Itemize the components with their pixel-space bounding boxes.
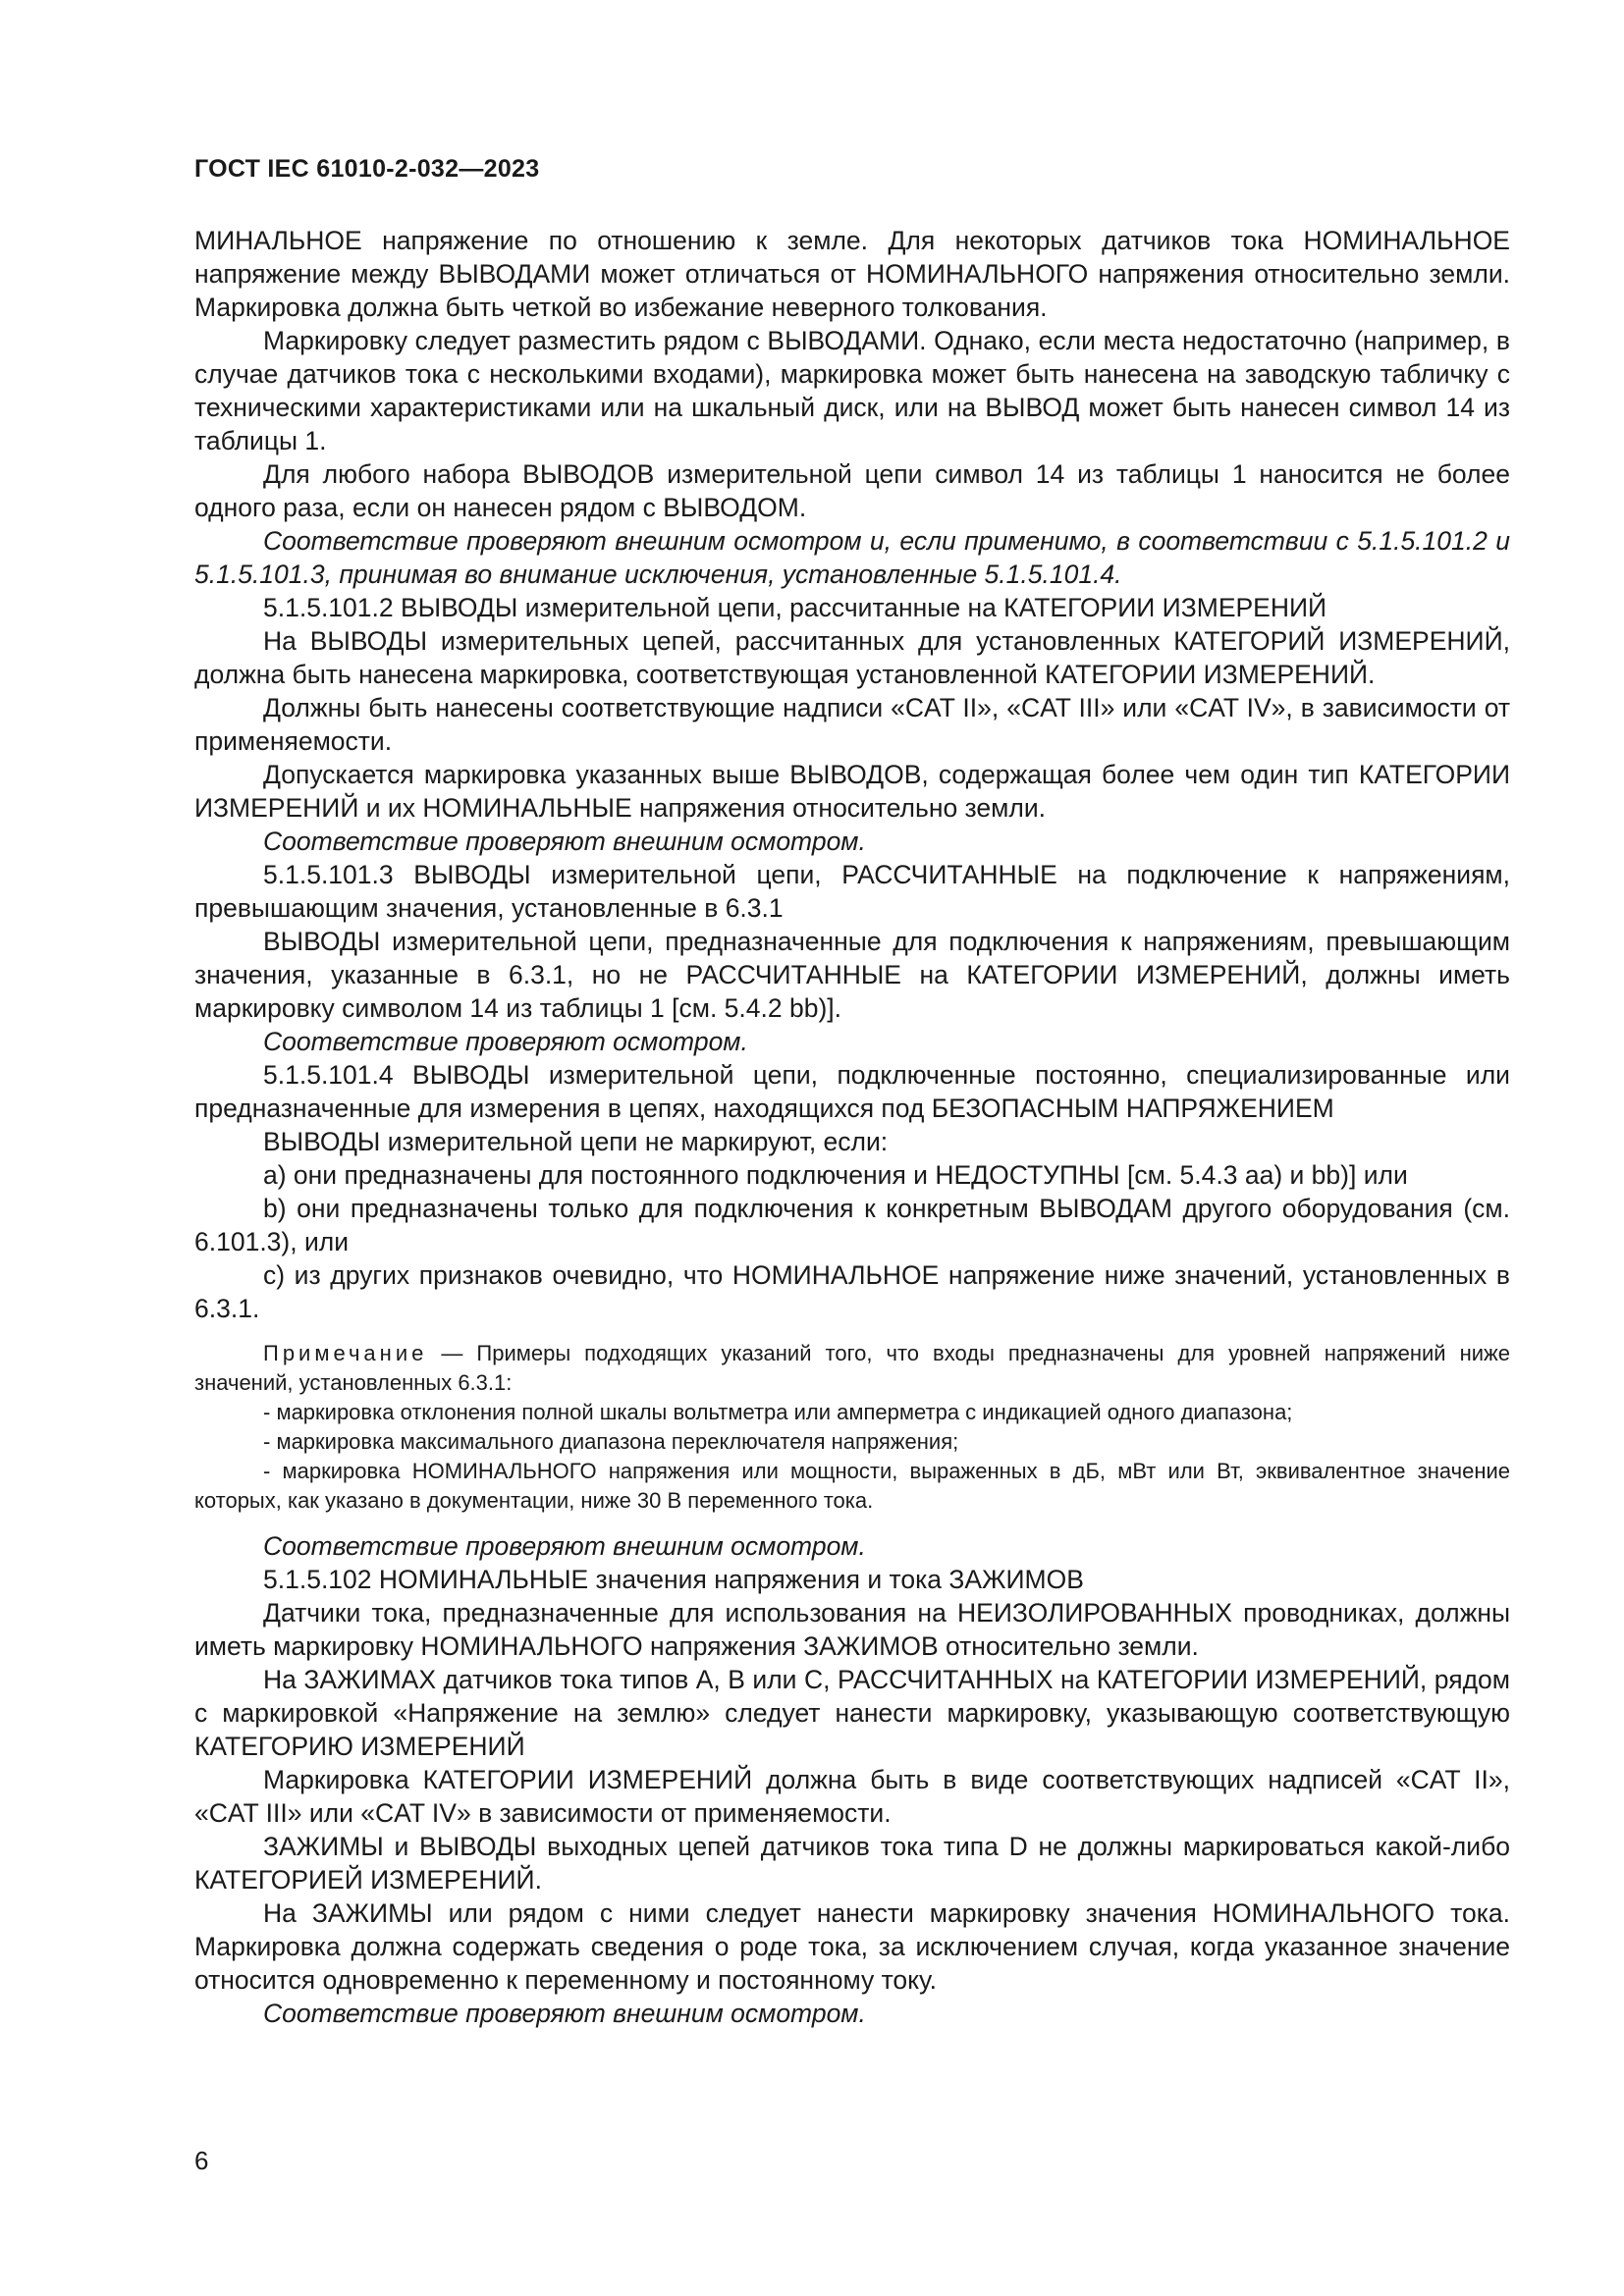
paragraph: ВЫВОДЫ измерительной цепи не маркируют, если: xyxy=(263,1127,889,1156)
section-heading: 5.1.5.101.3 ВЫВОДЫ измерительной цепи, РАССЧИТАННЫЕ на подключение к напряжениям, превышающим значения, установленные в 6.3.1 xyxy=(194,860,1510,923)
paragraph: ВЫВОДЫ измерительной цепи, предназначенные для подключения к напряжениям, превышающим значения, указанные в 6.3.1, но не РАССЧИТАННЫЕ на КАТЕГОРИИ ИЗМЕРЕНИЙ, должны иметь маркировку символом 14 из таблицы 1 [см. 5.4.2 bb)]. xyxy=(194,927,1510,1023)
paragraph: МИНАЛЬНОЕ напряжение по отношению к земле. Для некоторых датчиков тока НОМИНАЛЬНОЕ напряжение между ВЫВОДАМИ может отличаться от НОМИНАЛЬНОГО напряжения относительно земли. Маркировка должна быть четкой во избежание неверного толкования. xyxy=(194,226,1510,322)
section-heading: 5.1.5.102 НОМИНАЛЬНЫЕ значения напряжения и тока ЗАЖИМОВ xyxy=(263,1565,1084,1594)
list-item: b) они предназначены только для подключения к конкретным ВЫВОДАМ другого оборудования (см. 6.101.3), или xyxy=(194,1194,1510,1256)
page-number: 6 xyxy=(194,2146,209,2175)
paragraph: ЗАЖИМЫ и ВЫВОДЫ выходных цепей датчиков тока типа D не должны маркироваться какой-либо КАТЕГОРИЕЙ ИЗМЕРЕНИЙ. xyxy=(194,1832,1510,1895)
note-intro xyxy=(194,1339,1510,1398)
document-header: ГОСТ IEC 61010-2-032—2023 xyxy=(194,155,540,183)
note-text: — Примеры подходящих указаний того, что входы предназначены для уровней напряжений ниже значений, установленных 6.3.1: xyxy=(194,1341,1510,1395)
compliance-note: Соответствие проверяют осмотром. xyxy=(263,1027,748,1056)
paragraph: Маркировка КАТЕГОРИИ ИЗМЕРЕНИЙ должна быть в виде соответствующих надписей «CAT II», «CAT III» или «CAT IV» в зависимости от применяемости. xyxy=(194,1765,1510,1828)
compliance-note: Соответствие проверяют внешним осмотром и, если применимо, в соответствии с 5.1.5.101.2 и 5.1.5.101.3, принимая во внимание исключения, установленные 5.1.5.101.4. xyxy=(194,526,1510,589)
paragraph: Маркировку следует разместить рядом с ВЫВОДАМИ. Однако, если места недостаточно (например, в случае датчиков тока с несколькими входами), маркировка может быть нанесена на заводскую табличку с техническими характеристиками или на шкальный диск, или на ВЫВОД может быть нанесен символ 14 из таблицы 1. xyxy=(194,326,1510,455)
list-item: a) они предназначены для постоянного подключения и НЕДОСТУПНЫ [см. 5.4.3 aa) и bb)] или xyxy=(263,1160,1408,1190)
paragraph: Допускается маркировка указанных выше ВЫВОДОВ, содержащая более чем один тип КАТЕГОРИИ ИЗМЕРЕНИЙ и их НОМИНАЛЬНЫЕ напряжения относительно земли. xyxy=(194,760,1510,823)
note-item: - маркировка НОМИНАЛЬНОГО напряжения или мощности, выраженных в дБ, мВт или Вт, эквивалентное значение которых, как указано в документации, ниже 30 В переменного тока. xyxy=(194,1459,1510,1513)
section-heading: 5.1.5.101.4 ВЫВОДЫ измерительной цепи, подключенные постоянно, специализированные или предназначенные для измерения в цепях, находящихся под БЕЗОПАСНЫМ НАПРЯЖЕНИЕМ xyxy=(194,1060,1510,1123)
section-heading: 5.1.5.101.2 ВЫВОДЫ измерительной цепи, рассчитанные на КАТЕГОРИИ ИЗМЕРЕНИЙ xyxy=(263,593,1327,622)
compliance-note: Соответствие проверяют внешним осмотром. xyxy=(263,1531,866,1561)
paragraph: Датчики тока, предназначенные для использования на НЕИЗОЛИРОВАННЫХ проводниках, должны иметь маркировку НОМИНАЛЬНОГО напряжения ЗАЖИМОВ относительно земли. xyxy=(194,1598,1510,1661)
paragraph: Должны быть нанесены соответствующие надписи «CAT II», «CAT III» или «CAT IV», в зависимости от применяемости. xyxy=(194,693,1510,756)
compliance-note: Соответствие проверяют внешним осмотром. xyxy=(263,827,866,856)
page-body xyxy=(194,224,1510,2030)
list-item: c) из других признаков очевидно, что НОМИНАЛЬНОЕ напряжение ниже значений, установленных в 6.3.1. xyxy=(194,1260,1510,1323)
paragraph: На ЗАЖИМАХ датчиков тока типов А, В или С, РАССЧИТАННЫХ на КАТЕГОРИИ ИЗМЕРЕНИЙ, рядом с маркировкой «Напряжение на землю» следует нанести маркировку, указывающую соответствующую КАТЕГОРИЮ ИЗМЕРЕНИЙ xyxy=(194,1665,1510,1761)
note-item: - маркировка максимального диапазона переключателя напряжения; xyxy=(263,1429,959,1454)
paragraph: На ЗАЖИМЫ или рядом с ними следует нанести маркировку значения НОМИНАЛЬНОГО тока. Маркировка должна содержать сведения о роде тока, за исключением случая, когда указанное значение относится одновременно к переменному и постоянному току. xyxy=(194,1898,1510,1995)
note-label: Примечание xyxy=(263,1341,428,1365)
note-block xyxy=(194,1339,1510,1516)
compliance-note: Соответствие проверяют внешним осмотром. xyxy=(263,1999,866,2028)
note-item: - маркировка отклонения полной шкалы вольтметра или амперметра с индикацией одного диапазона; xyxy=(263,1400,1293,1424)
paragraph: Для любого набора ВЫВОДОВ измерительной цепи символ 14 из таблицы 1 наносится не более одного раза, если он нанесен рядом с ВЫВОДОМ. xyxy=(194,459,1510,522)
paragraph: На ВЫВОДЫ измерительных цепей, рассчитанных для установленных КАТЕГОРИЙ ИЗМЕРЕНИЙ, должна быть нанесена маркировка, соответствующая установленной КАТЕГОРИИ ИЗМЕРЕНИЙ. xyxy=(194,626,1510,689)
